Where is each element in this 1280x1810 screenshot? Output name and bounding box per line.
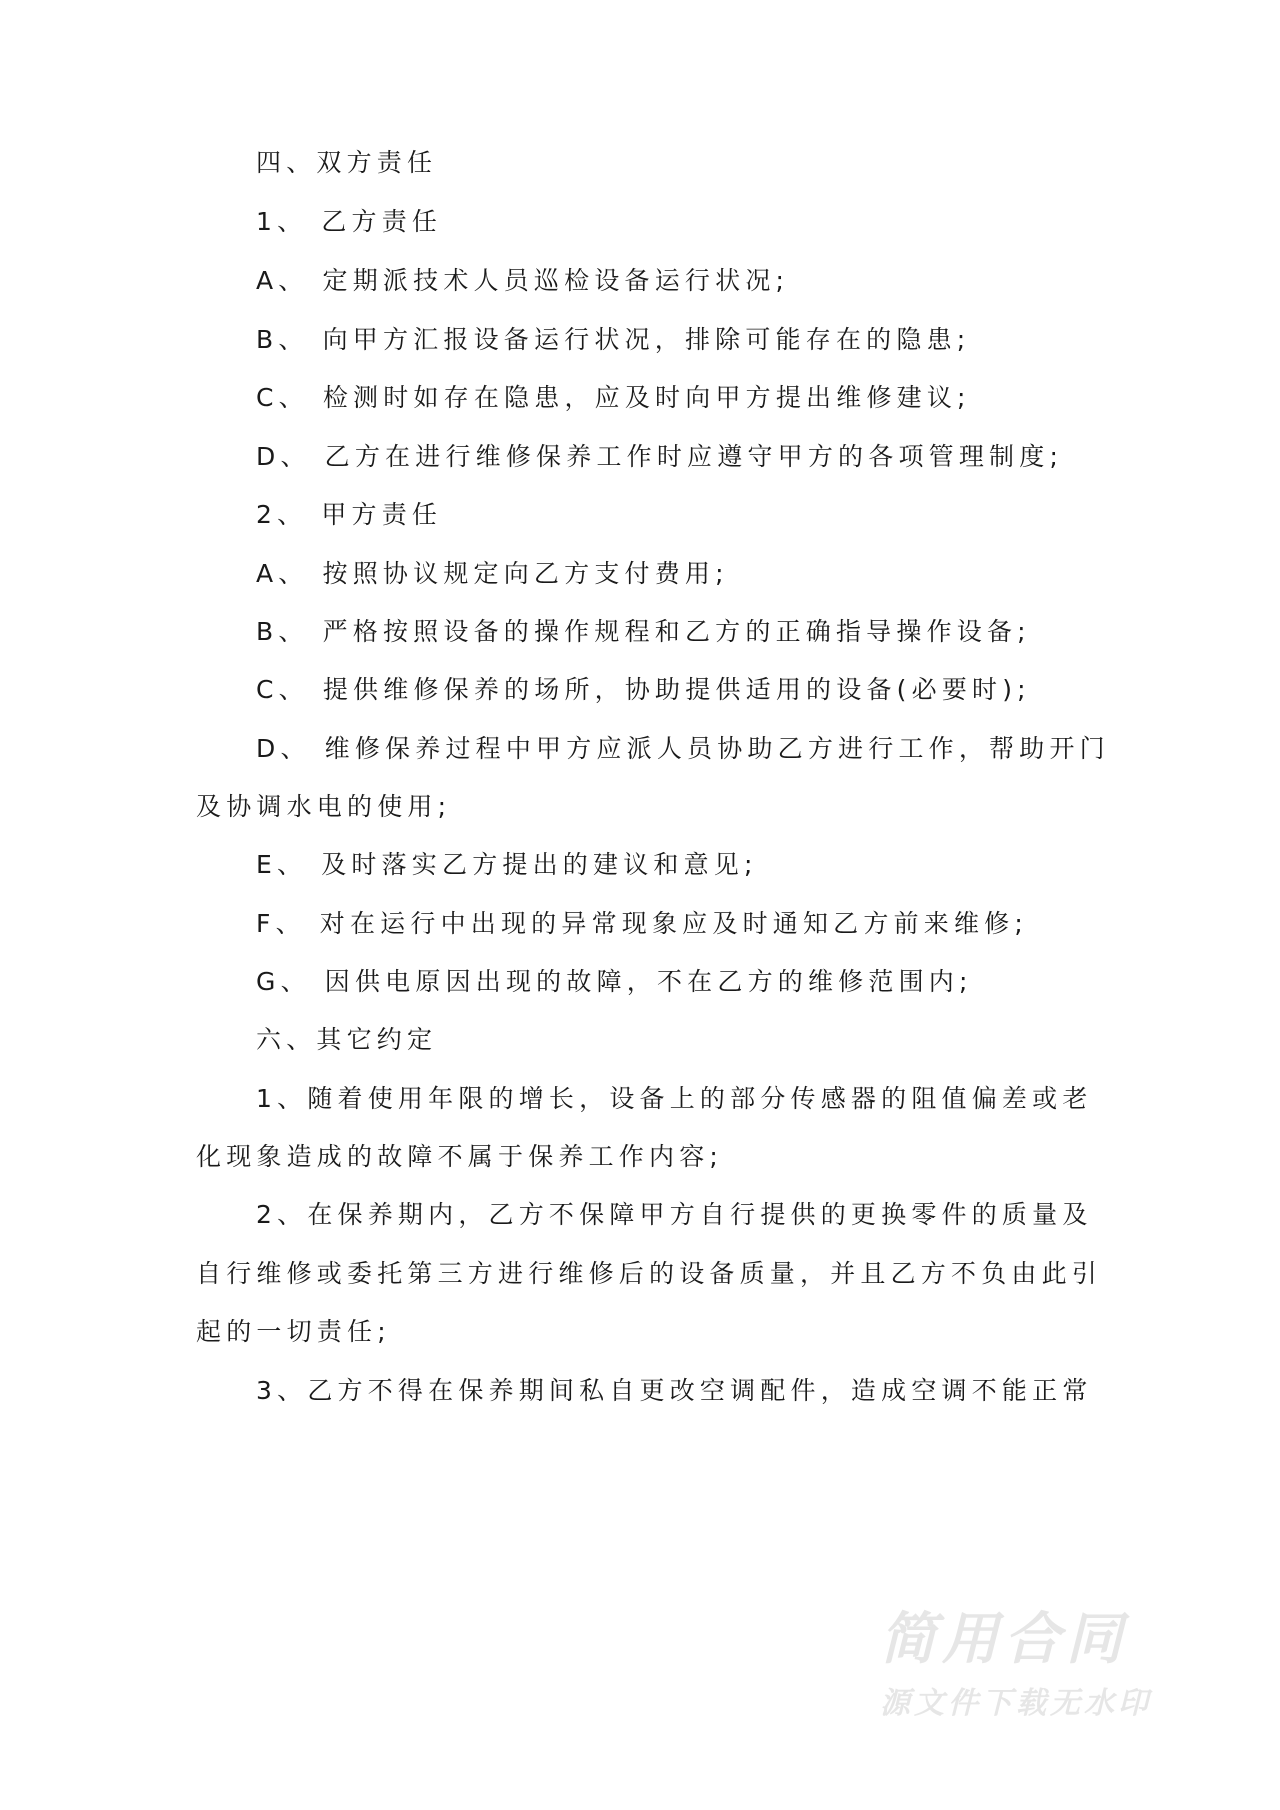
line-text: 及协调水电的使用; xyxy=(196,792,452,821)
list-marker: 六、 xyxy=(256,1025,317,1054)
line-text: 双方责任 xyxy=(316,148,438,177)
list-marker: 四、 xyxy=(256,148,317,177)
paragraph xyxy=(256,1198,1093,1232)
list-marker: D、 xyxy=(256,734,311,763)
list-item-continuation xyxy=(196,790,1086,824)
section-heading-responsibilities xyxy=(256,146,1086,180)
watermark-subtitle: 源文件下载无水印 xyxy=(880,1686,1152,1721)
line-text: 按照协议规定向乙方支付费用; xyxy=(322,559,729,588)
list-item xyxy=(256,440,1086,474)
list-item xyxy=(256,732,1110,766)
list-marker: 1、 xyxy=(256,207,308,236)
list-marker: C、 xyxy=(256,383,309,412)
line-text: 在保养期内，乙方不保障甲方自行提供的更换零件的质量及 xyxy=(307,1200,1093,1229)
line-text: 随着使用年限的增长，设备上的部分传感器的阻值偏差或老 xyxy=(307,1084,1093,1113)
list-item xyxy=(256,381,1086,415)
list-marker: G、 xyxy=(256,967,311,996)
line-text: 向甲方汇报设备运行状况，排除可能存在的隐患; xyxy=(322,325,971,354)
list-marker: E、 xyxy=(256,850,308,879)
line-text: 维修保养过程中甲方应派人员协助乙方进行工作，帮助开门 xyxy=(324,734,1110,763)
line-text: 提供维修保养的场所，协助提供适用的设备(必要时); xyxy=(322,675,1031,704)
watermark-title: 简用合同 xyxy=(880,1607,1128,1672)
subheading-party-b xyxy=(256,205,1086,239)
list-item xyxy=(256,557,1086,591)
line-text: 自行维修或委托第三方进行维修后的设备质量，并且乙方不负由此引 xyxy=(196,1259,1103,1288)
list-marker: D、 xyxy=(256,442,311,471)
paragraph-continuation xyxy=(196,1257,1103,1291)
list-marker: 3、 xyxy=(256,1376,308,1405)
paragraph xyxy=(256,1374,1093,1408)
list-marker: F、 xyxy=(256,909,306,938)
list-marker: C、 xyxy=(256,675,309,704)
list-item xyxy=(256,965,1086,999)
list-item xyxy=(256,673,1086,707)
paragraph-continuation xyxy=(196,1140,1086,1174)
list-item xyxy=(256,907,1086,941)
list-marker: 2、 xyxy=(256,500,308,529)
section-heading-other-terms xyxy=(256,1023,1086,1057)
line-text: 检测时如存在隐患，应及时向甲方提出维修建议; xyxy=(322,383,971,412)
list-marker: A、 xyxy=(256,266,309,295)
list-item xyxy=(256,615,1086,649)
line-text: 及时落实乙方提出的建议和意见; xyxy=(321,850,758,879)
list-item xyxy=(256,848,1086,882)
list-marker: B、 xyxy=(256,617,309,646)
paragraph xyxy=(256,1082,1093,1116)
line-text: 其它约定 xyxy=(316,1025,438,1054)
line-text: 严格按照设备的操作规程和乙方的正确指导操作设备; xyxy=(322,617,1031,646)
list-item xyxy=(256,323,1086,357)
subheading-party-a xyxy=(256,498,1086,532)
line-text: 定期派技术人员巡检设备运行状况; xyxy=(322,266,790,295)
list-marker: A、 xyxy=(256,559,309,588)
line-text: 起的一切责任; xyxy=(196,1317,391,1346)
line-text: 因供电原因出现的故障，不在乙方的维修范围内; xyxy=(324,967,973,996)
watermark-logo xyxy=(880,1607,1210,1724)
list-marker: B、 xyxy=(256,325,309,354)
list-marker: 2、 xyxy=(256,1200,308,1229)
line-text: 化现象造成的故障不属于保养工作内容; xyxy=(196,1142,724,1171)
paragraph-continuation xyxy=(196,1315,1086,1349)
list-marker: 1、 xyxy=(256,1084,308,1113)
line-text: 对在运行中出现的异常现象应及时通知乙方前来维修; xyxy=(319,909,1029,938)
line-text: 乙方责任 xyxy=(321,207,443,236)
list-item xyxy=(256,264,1086,298)
line-text: 甲方责任 xyxy=(321,500,443,529)
line-text: 乙方不得在保养期间私自更改空调配件，造成空调不能正常 xyxy=(307,1376,1093,1405)
line-text: 乙方在进行维修保养工作时应遵守甲方的各项管理制度; xyxy=(324,442,1064,471)
